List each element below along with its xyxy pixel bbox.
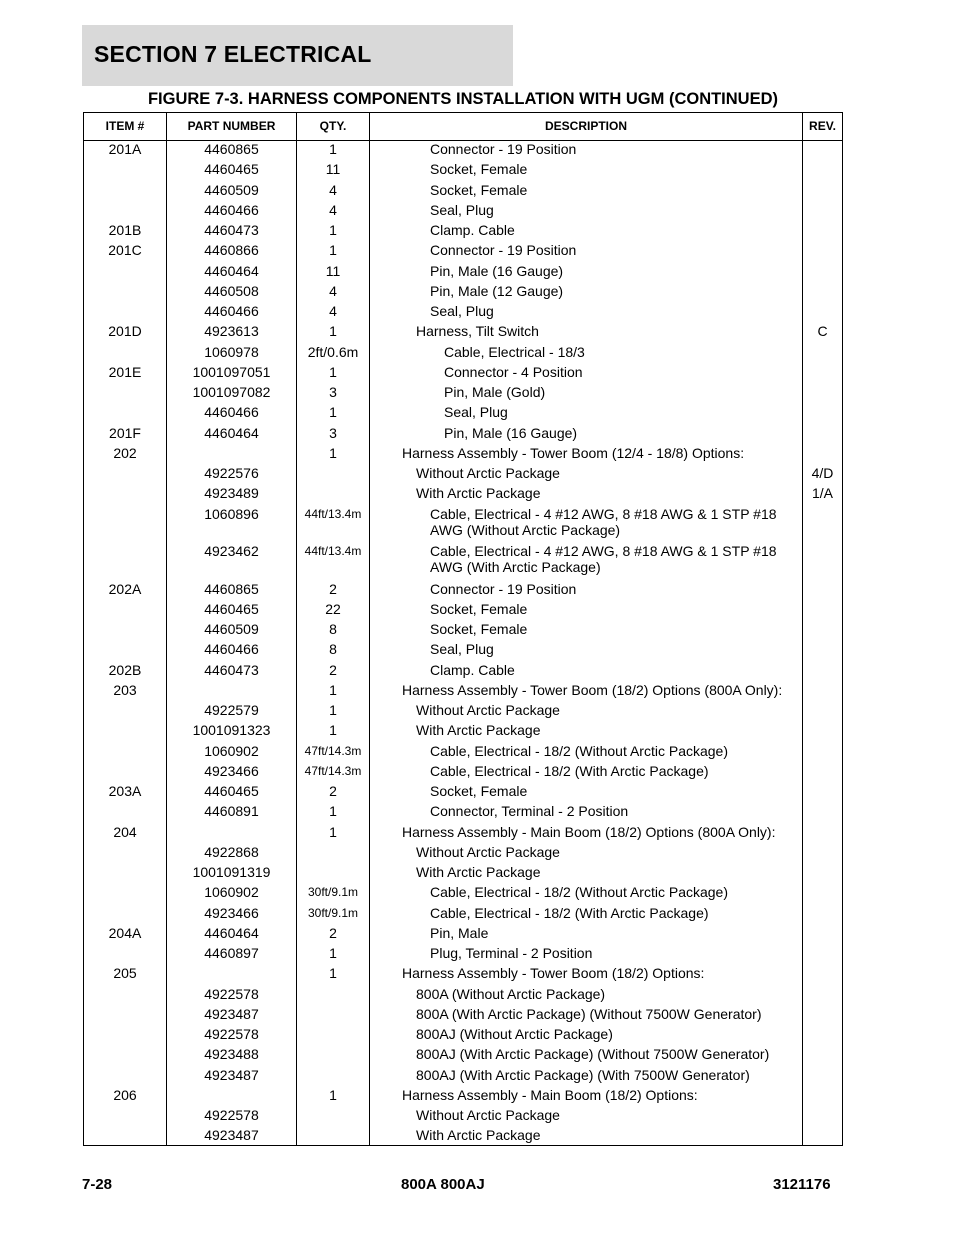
description-line: Seal, Plug	[444, 404, 508, 421]
description	[371, 485, 846, 501]
description-line: Harness, Tilt Switch	[416, 323, 539, 340]
part-number: 4923487	[204, 1005, 259, 1022]
table-row	[84, 763, 842, 783]
quantity: 4	[329, 181, 337, 198]
table-row	[84, 743, 842, 763]
description	[371, 702, 846, 718]
model-label: 800A 800AJ	[401, 1176, 485, 1193]
description	[371, 783, 860, 799]
quantity: 3	[329, 384, 337, 400]
description-line: Harness Assembly - Main Boom (18/2) Options (800A Only):	[402, 823, 776, 840]
description	[371, 803, 860, 819]
description	[371, 1127, 846, 1143]
table-row	[84, 1006, 842, 1026]
quantity: 1	[329, 404, 337, 421]
item-number: 201E	[108, 363, 142, 380]
quantity: 2	[329, 783, 337, 799]
table-row	[84, 425, 842, 445]
description	[371, 844, 846, 860]
quantity: 1	[329, 141, 337, 157]
table-row	[84, 404, 842, 424]
quantity: 1	[329, 803, 337, 820]
table-row	[84, 925, 842, 945]
part-number: 4460508	[204, 282, 259, 299]
description-line: Cable, Electrical - 4 #12 AWG, 8 #18 AWG & 1 STP #18	[430, 505, 777, 522]
description-line: Cable, Electrical - 18/2 (Without Arctic Package)	[430, 884, 729, 901]
part-number: 4460465	[204, 161, 259, 178]
table-row	[84, 485, 842, 505]
description	[371, 864, 846, 880]
part-number: 4460509	[204, 181, 259, 198]
document-number: 3121176	[773, 1176, 831, 1193]
description	[371, 303, 860, 319]
description-line: Clamp. Cable	[430, 222, 515, 238]
parts-table	[83, 112, 843, 1146]
table-row	[84, 1067, 842, 1087]
table-row	[84, 222, 842, 242]
table-row	[84, 1046, 842, 1066]
quantity: 4	[329, 201, 337, 218]
description	[371, 1107, 846, 1123]
quantity: 2	[329, 924, 337, 941]
part-number: 4460464	[204, 424, 259, 441]
description	[371, 905, 860, 921]
description-line: Cable, Electrical - 18/2 (With Arctic Package)	[430, 762, 709, 779]
description-line: Harness Assembly - Tower Boom (18/2) Options:	[402, 965, 705, 982]
header-qty: QTY.	[319, 119, 347, 133]
table-row	[84, 803, 842, 823]
table-row	[84, 945, 842, 965]
table-row	[84, 202, 842, 222]
description-line: AWG (With Arctic Package)	[430, 559, 601, 575]
part-number: 4923466	[204, 904, 259, 921]
description	[371, 682, 832, 698]
table-row	[84, 581, 842, 601]
description	[371, 1067, 846, 1083]
description	[371, 202, 860, 218]
part-number: 1001097051	[192, 363, 271, 380]
part-number: 1060896	[204, 505, 259, 522]
description-line: Cable, Electrical - 18/2 (With Arctic Package)	[430, 904, 709, 921]
table-row	[84, 864, 842, 884]
item-number: 204A	[108, 924, 142, 941]
description	[371, 161, 860, 177]
description	[371, 404, 874, 420]
description	[371, 182, 860, 198]
description-line: Pin, Male (16 Gauge)	[444, 424, 578, 441]
quantity: 2	[329, 661, 337, 678]
part-number: 4923466	[204, 762, 259, 779]
quantity: 1	[329, 702, 337, 718]
item-number: 203A	[108, 783, 142, 799]
description-line: 800A (Without Arctic Package)	[416, 985, 606, 1002]
description-line: AWG (Without Arctic Package)	[430, 521, 621, 538]
quantity: 44ft/13.4m	[304, 544, 362, 558]
part-number: 4460473	[204, 661, 259, 678]
part-number: 4460464	[204, 924, 259, 941]
table-row	[84, 384, 842, 404]
description	[371, 925, 860, 941]
item-number: 203	[113, 681, 137, 698]
description-line: Socket, Female	[430, 600, 528, 617]
part-number: 1060978	[204, 343, 259, 360]
description	[371, 263, 860, 279]
part-number: 4923462	[204, 543, 259, 559]
description	[371, 465, 846, 481]
quantity: 11	[325, 262, 341, 279]
part-number: 4923487	[204, 1066, 259, 1083]
description-line: 800AJ (With Arctic Package) (Without 7500W Generator)	[416, 1046, 770, 1063]
part-number: 4922578	[204, 1107, 259, 1123]
part-number: 4922868	[204, 843, 259, 860]
quantity: 1	[329, 323, 337, 340]
quantity: 4	[329, 282, 337, 299]
description	[371, 945, 860, 961]
description	[371, 722, 846, 738]
part-number: 4460466	[204, 641, 259, 658]
quantity: 47ft/14.3m	[304, 763, 362, 778]
quantity: 1	[329, 242, 337, 259]
description-line: Pin, Male (Gold)	[444, 384, 546, 400]
table-row	[84, 1026, 842, 1046]
quantity: 1	[329, 722, 337, 739]
description	[371, 141, 860, 157]
quantity: 2ft/0.6m	[307, 343, 359, 360]
part-number: 4460464	[204, 262, 259, 279]
description-line: Without Arctic Package	[416, 702, 560, 718]
table-row	[84, 543, 842, 581]
description	[371, 344, 874, 360]
table-row	[84, 323, 842, 343]
header-part-number: PART NUMBER	[187, 119, 276, 133]
description	[371, 323, 846, 339]
table-row	[84, 364, 842, 384]
part-number: 4923488	[204, 1046, 259, 1063]
description-line: Connector - 4 Position	[444, 363, 583, 380]
part-number: 4460473	[204, 222, 259, 238]
figure-title: FIGURE 7-3. HARNESS COMPONENTS INSTALLATION WITH UGM (CONTINUED)	[147, 90, 779, 108]
quantity: 1	[329, 823, 337, 840]
description-line: Pin, Male (16 Gauge)	[430, 262, 564, 279]
header-rev: REV.	[809, 119, 836, 133]
description-line: Cable, Electrical - 4 #12 AWG, 8 #18 AWG & 1 STP #18	[430, 543, 777, 559]
table-row	[84, 621, 842, 641]
part-number: 4460466	[204, 303, 259, 319]
header-description: DESCRIPTION	[544, 119, 627, 133]
description	[371, 384, 874, 400]
table-row	[84, 986, 842, 1006]
description-line: Socket, Female	[430, 181, 528, 198]
section-title: SECTION 7 ELECTRICAL	[94, 41, 372, 67]
table-row	[84, 182, 842, 202]
item-number: 201F	[109, 424, 141, 441]
table-row	[84, 905, 842, 925]
quantity: 1	[329, 945, 337, 961]
description	[371, 641, 860, 657]
description	[371, 1006, 846, 1022]
quantity: 2	[329, 580, 337, 597]
description-line: Without Arctic Package	[416, 465, 560, 481]
section-header-band	[82, 25, 513, 86]
description	[371, 824, 832, 840]
table-row	[84, 445, 842, 465]
description-line: Seal, Plug	[430, 641, 494, 658]
quantity: 1	[329, 363, 337, 380]
quantity: 4	[329, 303, 337, 319]
description	[371, 506, 860, 538]
revision: 1/A	[811, 485, 833, 502]
description	[371, 884, 860, 900]
table-row	[84, 242, 842, 262]
item-number: 205	[113, 965, 137, 982]
quantity: 8	[329, 641, 337, 658]
item-number: 202	[113, 444, 137, 461]
table-row	[84, 303, 842, 323]
description-line: Pin, Male (12 Gauge)	[430, 282, 564, 299]
part-number: 4923613	[204, 323, 259, 340]
table-row	[84, 465, 842, 485]
quantity: 1	[329, 1086, 337, 1103]
part-number: 1060902	[204, 884, 259, 901]
description-line: With Arctic Package	[416, 1127, 541, 1144]
description-line: Seal, Plug	[430, 201, 494, 218]
part-number: 4460891	[204, 803, 259, 820]
part-number: 4923487	[204, 1127, 259, 1144]
description	[371, 743, 860, 759]
description-line: 800AJ (Without Arctic Package)	[416, 1026, 613, 1042]
part-number: 1060902	[204, 742, 259, 759]
item-number: 202A	[108, 580, 142, 597]
item-number: 201C	[108, 242, 142, 259]
description-line: Cable, Electrical - 18/3	[444, 343, 585, 360]
table-row	[84, 283, 842, 303]
description-line: Connector - 19 Position	[430, 580, 577, 597]
description	[371, 445, 832, 461]
part-number: 4922578	[204, 1026, 259, 1042]
quantity: 1	[329, 681, 337, 698]
description-line: Clamp. Cable	[430, 661, 515, 678]
description-line: Pin, Male	[430, 924, 489, 941]
description	[371, 662, 860, 678]
description	[371, 601, 860, 617]
table-row	[84, 702, 842, 722]
item-number: 206	[113, 1086, 137, 1103]
description	[371, 543, 860, 575]
table-row	[84, 722, 842, 742]
description	[371, 364, 874, 380]
description-line: Connector, Terminal - 2 Position	[430, 803, 629, 820]
table-row	[84, 783, 842, 803]
description-line: Without Arctic Package	[416, 1107, 560, 1123]
description-line: Plug, Terminal - 2 Position	[430, 945, 593, 961]
description-line: Harness Assembly - Tower Boom (12/4 - 18/8) Options:	[402, 444, 745, 461]
table-row	[84, 662, 842, 682]
description-line: With Arctic Package	[416, 722, 541, 739]
description	[371, 283, 860, 299]
table-body	[84, 141, 842, 1148]
description-line: 800AJ (With Arctic Package) (With 7500W Generator)	[416, 1066, 750, 1083]
revision: 4/D	[811, 465, 834, 481]
table-row	[84, 1127, 842, 1147]
part-number: 4923489	[204, 485, 259, 502]
description-line: Harness Assembly - Main Boom (18/2) Options:	[402, 1086, 698, 1103]
item-number: 204	[113, 823, 137, 840]
item-number: 202B	[108, 661, 142, 678]
header-item: ITEM #	[105, 119, 145, 133]
description-line: Socket, Female	[430, 621, 528, 637]
quantity: 1	[329, 965, 337, 982]
table-row	[84, 263, 842, 283]
description	[371, 425, 874, 441]
part-number: 1001091319	[192, 864, 271, 880]
part-number: 4922579	[204, 702, 259, 718]
table-row	[84, 161, 842, 181]
description-line: Connector - 19 Position	[430, 242, 577, 259]
description-line: Without Arctic Package	[416, 843, 560, 860]
description	[371, 581, 860, 597]
description-line: Socket, Female	[430, 783, 528, 799]
description	[371, 763, 860, 779]
item-number: 201A	[108, 141, 142, 157]
description-line: Seal, Plug	[430, 303, 494, 319]
table-row	[84, 506, 842, 544]
table-row	[84, 601, 842, 621]
quantity: 8	[329, 621, 337, 637]
table-row	[84, 682, 842, 702]
quantity: 30ft/9.1m	[307, 905, 359, 920]
table-row	[84, 641, 842, 661]
part-number: 4460509	[204, 621, 259, 637]
part-number: 4460897	[204, 945, 259, 961]
description	[371, 621, 860, 637]
table-row	[84, 884, 842, 904]
part-number: 4460466	[204, 404, 259, 421]
part-number: 4460865	[204, 580, 259, 597]
description-line: 800A (With Arctic Package) (Without 7500W Generator)	[416, 1005, 762, 1022]
part-number: 1001097082	[192, 384, 271, 400]
part-number: 4460465	[204, 600, 259, 617]
table-row	[84, 344, 842, 364]
quantity: 11	[325, 161, 341, 178]
part-number: 4922578	[204, 985, 259, 1002]
quantity: 44ft/13.4m	[304, 506, 362, 521]
page-number: 7-28	[82, 1176, 113, 1193]
description-line: Socket, Female	[430, 161, 528, 178]
description-line: With Arctic Package	[416, 485, 541, 502]
table-row	[84, 844, 842, 864]
description	[371, 965, 832, 981]
item-number: 201D	[108, 323, 142, 340]
quantity: 1	[329, 222, 337, 238]
quantity: 3	[329, 424, 337, 441]
table-row	[84, 1107, 842, 1127]
description	[371, 1046, 846, 1062]
description	[371, 1026, 846, 1042]
quantity: 1	[329, 444, 337, 461]
table-row	[84, 141, 842, 161]
description	[371, 1087, 832, 1103]
description	[371, 986, 846, 1002]
description-line: Cable, Electrical - 18/2 (Without Arctic Package)	[430, 742, 729, 759]
part-number: 4460866	[204, 242, 259, 259]
table-row	[84, 824, 842, 844]
table-header	[84, 113, 842, 141]
part-number: 4460865	[204, 141, 259, 157]
part-number: 4460465	[204, 783, 259, 799]
part-number: 4922576	[204, 465, 259, 481]
description-line: Connector - 19 Position	[430, 141, 577, 157]
description	[371, 222, 860, 238]
table-row	[84, 965, 842, 985]
description-line: Harness Assembly - Tower Boom (18/2) Options (800A Only):	[402, 681, 783, 698]
item-number: 201B	[108, 222, 142, 238]
table-row	[84, 1087, 842, 1107]
revision: C	[817, 323, 828, 340]
description	[371, 242, 860, 258]
quantity: 22	[325, 600, 341, 617]
description-line: With Arctic Package	[416, 864, 541, 880]
part-number: 1001091323	[192, 722, 271, 739]
part-number: 4460466	[204, 201, 259, 218]
quantity: 30ft/9.1m	[307, 885, 359, 900]
quantity: 47ft/14.3m	[304, 743, 362, 758]
